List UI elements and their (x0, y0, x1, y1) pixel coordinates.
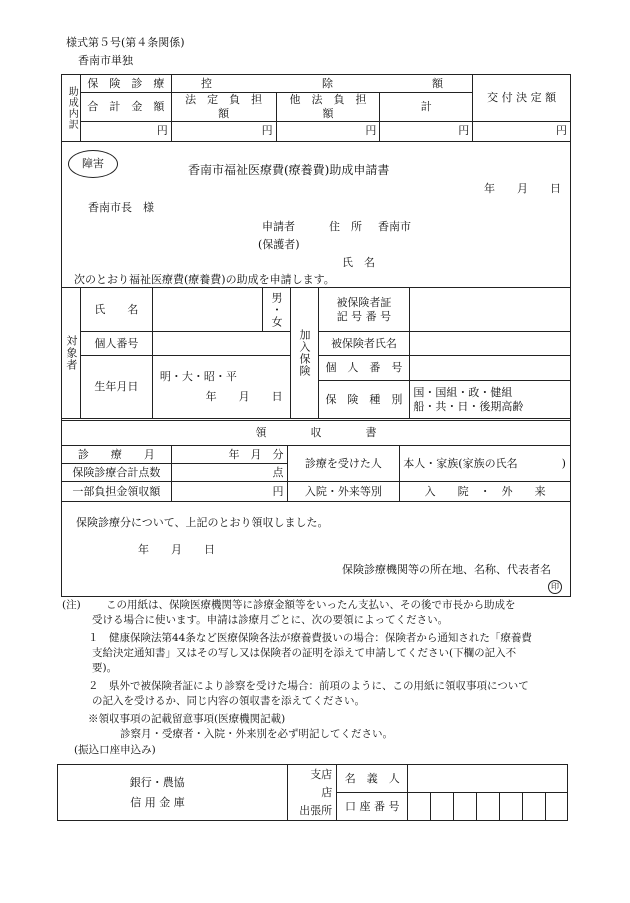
subject-section-label: 対象者 (62, 288, 81, 419)
account-digit[interactable] (523, 793, 546, 821)
patient-field[interactable]: 本人・家族(家族の氏名 ) (400, 446, 571, 482)
holder-field[interactable] (408, 765, 568, 793)
account-digit[interactable] (546, 793, 568, 821)
application-title: 香南市福祉医療費(療養費)助成申請書 (188, 163, 390, 177)
copay-field[interactable]: 円 (171, 482, 287, 502)
card-number-field[interactable] (410, 288, 571, 332)
copay-label: 一部負担金領収額 (62, 482, 172, 502)
inout-select[interactable]: 入 院 ・ 外 来 (400, 482, 571, 502)
receipt-date[interactable]: 年 月 日 (138, 543, 215, 556)
points-label: 保険診療合計点数 (62, 464, 172, 482)
insurance-type-select[interactable]: 国・国組・政・健組 船・共・日・後期高齢 (410, 381, 571, 419)
note-item1-line1: １ 健康保険法第44条など医療保険各法が療養費扱いの場合：保険者から通知された「療養費 (88, 632, 532, 644)
insurance-total-header-2: 合 計 金 額 (80, 93, 171, 122)
bank-type-label: 銀行・農協 信 用 金 庫 (58, 765, 191, 821)
insured-my-number-field[interactable] (410, 356, 571, 381)
inout-label: 入院・外来等別 (287, 482, 400, 502)
my-number-field[interactable] (152, 332, 290, 356)
account-digit[interactable] (477, 793, 500, 821)
subject-name-field[interactable] (152, 288, 262, 332)
receipt-table (61, 420, 571, 502)
gender-select[interactable]: 男・女 (262, 288, 290, 332)
note-item2-line2: の記入を受けるか、同じ内容の領収書を添えてください。 (92, 695, 365, 707)
branch-type-label: 支店 店 出張所 (288, 765, 337, 821)
memo-line-2: 診察月・受療者・入院・外来別を必ず明記してください。 (120, 728, 393, 740)
form-number: 様式第５号(第４条関係) (66, 36, 185, 49)
insured-name-label: 被保険者氏名 (318, 332, 410, 356)
account-digit[interactable] (431, 793, 454, 821)
application-date[interactable]: 年 月 日 (484, 182, 561, 195)
receipt-statement: 保険診療分について、上記のとおり領収しました。 (76, 516, 329, 529)
breakdown-row-label: 助成内訳 (62, 75, 81, 142)
insurance-total-cell[interactable]: 円 (80, 121, 171, 141)
statutory-cell[interactable]: 円 (171, 121, 276, 141)
holder-label: 名 義 人 (337, 765, 408, 793)
insurance-section-label: 加入保険 (290, 288, 318, 419)
insured-name-field[interactable] (410, 332, 571, 356)
other-law-cell[interactable]: 円 (276, 121, 380, 141)
city-only-label: 香南市単独 (78, 54, 133, 67)
bank-table (57, 764, 568, 821)
account-digit[interactable] (500, 793, 523, 821)
points-field[interactable]: 点 (171, 464, 287, 482)
seal-icon: 印 (548, 580, 562, 594)
account-digit[interactable] (408, 793, 431, 821)
clinic-info-label: 保険診療機関等の所在地、名称、代表者名 (342, 563, 551, 576)
subtotal-cell[interactable]: 円 (380, 121, 473, 141)
deduction-header: 控 除 額 (171, 75, 472, 93)
birthdate-field[interactable]: 明・大・昭・平 年 月 日 (152, 356, 290, 419)
receipt-title: 領 収 書 (62, 421, 571, 446)
card-number-label: 被保険者証 記 号 番 号 (318, 288, 410, 332)
subject-name-label: 氏 名 (80, 288, 152, 332)
insurance-type-label: 保 険 種 別 (318, 381, 410, 419)
address-value[interactable]: 香南市 (378, 220, 411, 233)
application-statement: 次のとおり福祉医療費(療養費)の助成を申請します。 (74, 273, 335, 286)
account-number-label: 口 座 番 号 (337, 793, 408, 821)
subtotal-header: 計 (380, 93, 473, 122)
note-item2-line1: ２ 県外で被保険者証により診察を受けた場合：前項のように、この用紙に領収事項について (88, 680, 529, 692)
memo-line-1: ※領収事項の記載留意事項(医療機関記載) (88, 713, 286, 725)
statutory-header: 法 定 負 担 額 (171, 93, 276, 122)
patient-label: 診療を受けた人 (287, 446, 400, 482)
birthdate-label: 生年月日 (80, 356, 152, 419)
applicant-label: 申請者 (262, 220, 295, 233)
bank-name-field[interactable] (191, 765, 288, 821)
transfer-label: (振込口座申込み) (74, 744, 156, 756)
account-digit[interactable] (454, 793, 477, 821)
visit-month-label: 診 療 月 (62, 446, 172, 464)
insured-my-number-label: 個 人 番 号 (318, 356, 410, 381)
note-item1-line3: 要)。 (92, 662, 118, 674)
note-line-2: 受ける場合に使います。申請は診療月ごとに、次の要領によってください。 (92, 614, 449, 626)
breakdown-table (61, 74, 571, 142)
note-item1-line2: 支給決定通知書」又はその写し又は保険者の証明を添えて申請してください(下欄の記入不 (92, 647, 517, 659)
note-head: (注) (62, 599, 81, 611)
disability-stamp: 障害 (68, 150, 118, 178)
my-number-label: 個人番号 (80, 332, 152, 356)
other-law-header: 他 法 負 担 額 (276, 93, 380, 122)
guardian-label: (保護者) (258, 238, 300, 251)
address-label: 住 所 (329, 220, 362, 233)
grant-amount-header: 交 付 決 定 額 (473, 75, 571, 122)
insurance-total-header-1: 保 険 診 療 (80, 75, 171, 93)
subject-table (61, 287, 571, 419)
addressee: 香南市長 様 (88, 201, 154, 214)
name-label: 氏 名 (342, 256, 375, 269)
visit-month-field[interactable]: 年 月 分 (171, 446, 287, 464)
grant-amount-cell[interactable]: 円 (473, 121, 571, 141)
note-line-1: この用紙は、保険医療機関等に診療金額等をいったん支払い、その後で市長から助成を (106, 599, 516, 611)
